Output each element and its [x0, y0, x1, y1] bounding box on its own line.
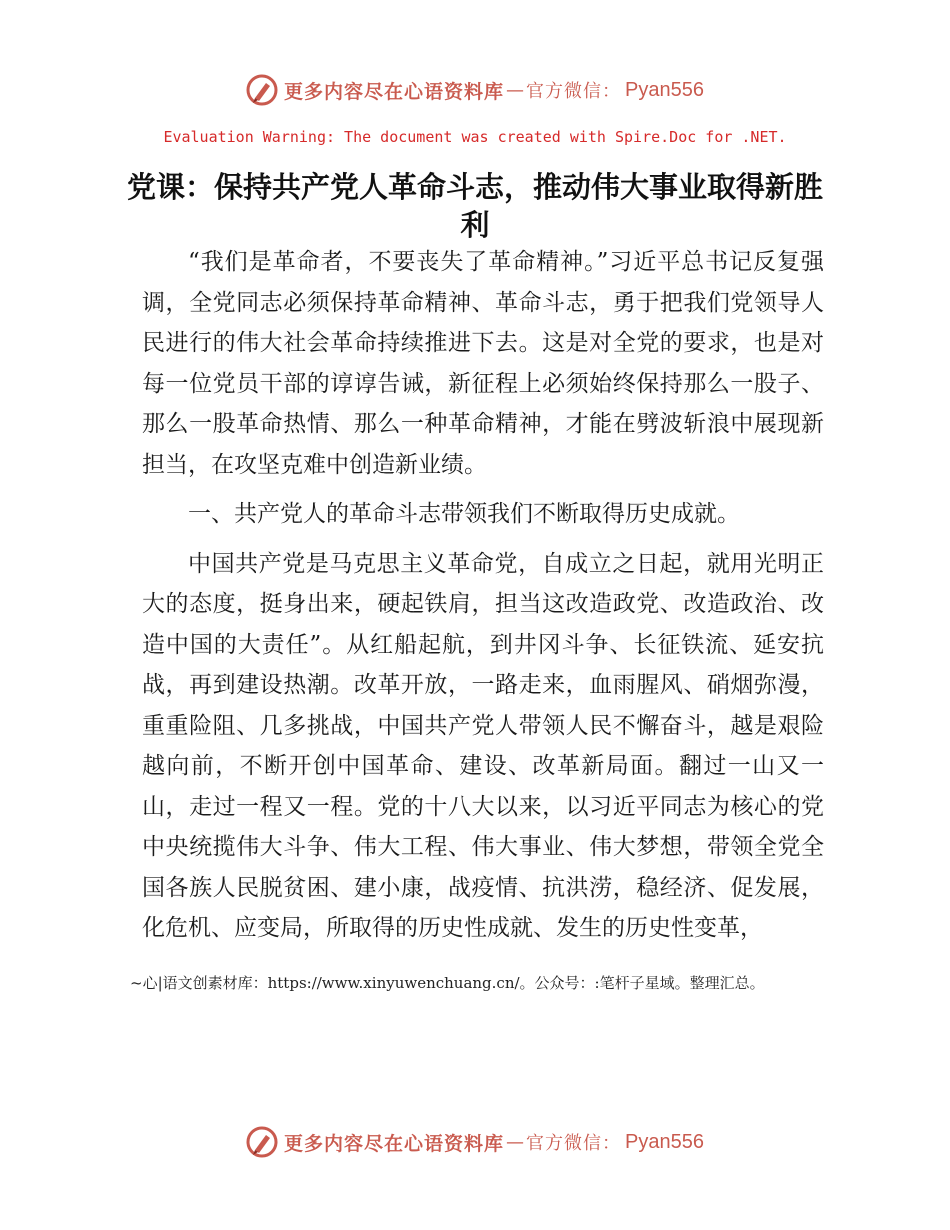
banner-wechat-label: 官方微信：	[526, 1133, 622, 1154]
paragraph-intro: “我们是革命者，不要丧失了革命精神。”习近平总书记反复强调，全党同志必须保持革命精神、革命斗志，勇于把我们党领导人民进行的伟大社会革命持续推进下去。这是对全党的要求，也是对每一位党员干部的谆谆告诫，新征程上必须始终保持那么一股子、那么一股革命热情、那么一种革命精神，才能在劈波斩浪中展现新担当，在攻坚克难中创造新业绩。	[142, 249, 824, 478]
header-banner	[0, 68, 950, 112]
banner-wechat-id: Pyan556	[625, 78, 704, 101]
section-heading-1: 一、共产党人的革命斗志带领我们不断取得历史成就。	[188, 501, 740, 527]
paragraph-section-1: 中国共产党是马克思主义革命党，自成立之日起，就用光明正大的态度，挺身出来，硬起铁肩，担当这改造政党、改造政治、改造中国的大责任”。从红船起航，到井冈斗争、长征铁流、延安抗战，再到建设热潮。改革开放，一路走来，血雨腥风、硝烟弥漫，重重险阻、几多挑战，中国共产党人带领人民不懈奋斗，越是艰险越向前，不断开创中国革命、建设、改革新局面。翻过一山又一山，走过一程又一程。党的十八大以来，以习近平同志为核心的党中央统揽伟大斗争、伟大工程、伟大事业、伟大梦想，带领全党全国各族人民脱贫困、建小康，战疫情、抗洪涝，稳经济、促发展，化危机、应变局，所取得的历史性成就、发生的历史性变革，	[142, 550, 824, 941]
banner-main-text: 更多内容尽在心语资料库	[284, 80, 505, 103]
source-footnote: ~心|语文创素材库：https://www.xinyuwenchuang.cn/。公众号：:笔杆子星域。整理汇总。	[130, 974, 765, 992]
banner-separator: —	[506, 1131, 525, 1153]
banner-main-text: 更多内容尽在心语资料库	[284, 1132, 505, 1155]
evaluation-warning: Evaluation Warning: The document was created with Spire.Doc for .NET.	[163, 128, 787, 146]
document-title: 党课：保持共产党人革命斗志，推动伟大事业取得新胜利	[126, 170, 823, 242]
document-body	[142, 242, 824, 949]
footer-banner	[0, 1120, 950, 1164]
pen-logo-icon	[246, 74, 278, 106]
pen-logo-icon	[246, 1126, 278, 1158]
banner-wechat-label: 官方微信：	[526, 81, 622, 102]
banner-wechat-id: Pyan556	[625, 1130, 704, 1153]
banner-separator: —	[506, 79, 525, 101]
